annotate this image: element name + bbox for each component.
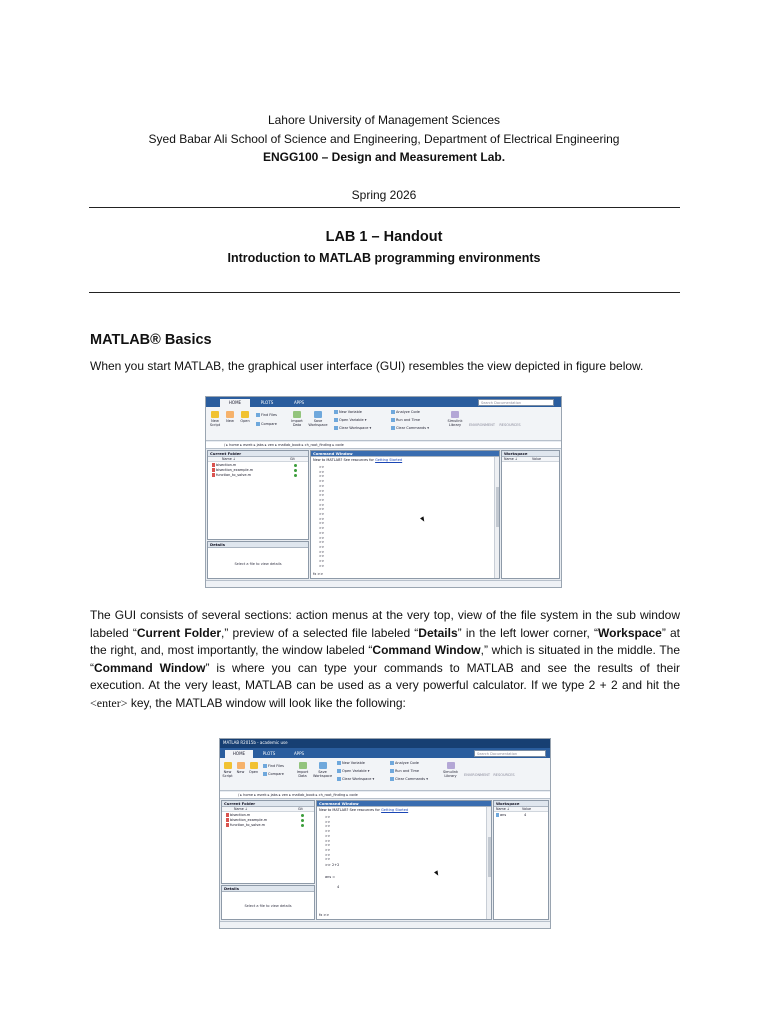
current-folder-pane bbox=[207, 450, 309, 540]
university-name: Lahore University of Management Sciences bbox=[267, 113, 501, 127]
ribbon-tabs bbox=[206, 397, 561, 407]
clear-commands-button[interactable]: Clear Commands ▾ bbox=[390, 777, 428, 782]
m-file-icon bbox=[226, 813, 229, 817]
command-window-title: Command Window bbox=[317, 801, 491, 807]
lab-subtitle: Introduction to MATLAB programming environments bbox=[227, 251, 541, 265]
environment-group[interactable]: ENVIRONMENT bbox=[468, 423, 496, 427]
new-variable-button[interactable]: New Variable bbox=[337, 761, 365, 766]
ws-col-value[interactable]: Value bbox=[532, 457, 542, 461]
command-scrollbar[interactable] bbox=[486, 807, 491, 919]
git-status-icon bbox=[301, 814, 304, 817]
file-item[interactable]: bisection.m bbox=[212, 463, 236, 468]
getting-started-link[interactable]: Getting Started bbox=[381, 808, 409, 812]
current-folder-header bbox=[208, 457, 308, 462]
open-button[interactable]: Open bbox=[239, 411, 251, 423]
col-git[interactable]: Git bbox=[298, 807, 303, 811]
tab-home[interactable]: HOME bbox=[225, 750, 253, 758]
analyze-code-icon bbox=[391, 410, 395, 414]
details-title: Details bbox=[208, 542, 308, 548]
window-title: MATLAB R2015b - academic use bbox=[223, 740, 288, 745]
import-data-icon bbox=[299, 762, 307, 769]
open-folder-icon bbox=[250, 762, 258, 769]
save-workspace-button[interactable]: Save Workspace bbox=[313, 762, 332, 778]
m-file-icon bbox=[226, 823, 229, 827]
analyze-code-icon bbox=[390, 761, 394, 765]
getting-started-link[interactable]: Getting Started bbox=[375, 458, 403, 462]
m-file-icon bbox=[212, 468, 215, 472]
ws-col-name[interactable]: Name ↓ bbox=[504, 457, 518, 461]
workspace-title: Workspace bbox=[494, 801, 548, 807]
ws-col-name[interactable]: Name ↓ bbox=[496, 807, 510, 811]
command-window-title: Command Window bbox=[311, 451, 499, 457]
gui-description-paragraph: The GUI consists of several sections: action menus at the very top, view of the file system in the sub window labeled “Current Folder,” preview of a selected file labeled “Details” in the left lower corner, “Workspace” at the right, and, most importantly, the window labeled “Command Window,” which is situated in the middle. The “Command Window” is where you can type your commands to MATLAB and see the results of their execution. At the very least, MATLAB can be used as a very powerful calculator. If we type 2 + 2 and hit the <enter> key, the MATLAB window will look like the following: bbox=[90, 608, 681, 710]
resources-group[interactable]: RESOURCES bbox=[499, 423, 521, 427]
file-item[interactable]: function_to_solve.m bbox=[212, 473, 251, 478]
workspace-pane bbox=[501, 450, 560, 579]
file-item[interactable]: function_to_solve.m bbox=[226, 823, 265, 828]
details-pane bbox=[207, 541, 309, 579]
git-status-icon bbox=[301, 824, 304, 827]
resources-group[interactable]: RESOURCES bbox=[493, 773, 515, 777]
clear-commands-button[interactable]: Clear Commands ▾ bbox=[391, 426, 429, 431]
scroll-thumb[interactable] bbox=[496, 487, 499, 527]
analyze-code-button[interactable]: Analyze Code bbox=[391, 410, 420, 415]
current-folder-pane bbox=[221, 800, 315, 884]
m-file-icon bbox=[212, 463, 215, 467]
status-bar bbox=[206, 580, 561, 587]
ans-label: ans = bbox=[325, 875, 336, 879]
command-scrollbar[interactable] bbox=[494, 457, 499, 578]
open-variable-button[interactable]: Open Variable ▾ bbox=[334, 418, 367, 423]
compare-button[interactable]: Compare bbox=[263, 772, 284, 777]
new-variable-icon bbox=[334, 410, 338, 414]
scroll-thumb[interactable] bbox=[488, 837, 491, 877]
current-folder-title: Current Folder bbox=[222, 801, 314, 807]
ws-col-value[interactable]: Value bbox=[522, 807, 532, 811]
lab-title: LAB 1 – Handout bbox=[325, 229, 443, 245]
run-and-time-icon bbox=[391, 418, 395, 422]
git-status-icon bbox=[294, 464, 297, 467]
workspace-title: Workspace bbox=[502, 451, 559, 457]
run-and-time-icon bbox=[390, 769, 394, 773]
save-workspace-button[interactable]: Save Workspace bbox=[308, 411, 328, 427]
school-name: Syed Babar Ali School of Science and Engineering, Department of Electrical Engineering bbox=[148, 132, 620, 146]
search-documentation-input[interactable]: Search Documentation bbox=[478, 399, 554, 406]
search-documentation-input[interactable]: Search Documentation bbox=[474, 750, 546, 757]
open-variable-button[interactable]: Open Variable ▾ bbox=[337, 769, 370, 774]
compare-icon bbox=[256, 422, 260, 426]
file-item[interactable]: bisection.m bbox=[226, 813, 250, 818]
address-bar[interactable]: / ▸ home ▸ esrek ▸ jabs ▸ ven ▸ matlab_book ▸ ch_root_finding ▸ code bbox=[220, 792, 550, 799]
new-button[interactable]: New bbox=[224, 411, 236, 423]
find-files-icon bbox=[256, 413, 260, 417]
workspace-variable-row[interactable]: ans bbox=[496, 813, 506, 818]
course-title: ENGG100 – Design and Measurement Lab. bbox=[262, 150, 506, 164]
prompt-history: >> >> >> >> >> >> >> >> >> >> >> >> >> >> >> >> >> >> >> >> >> >> bbox=[319, 465, 325, 568]
status-bar bbox=[220, 921, 550, 928]
command-window-pane bbox=[310, 450, 500, 579]
m-file-icon bbox=[226, 818, 229, 822]
environment-group[interactable]: ENVIRONMENT bbox=[464, 773, 491, 777]
simulink-library-button[interactable]: Simulink Library bbox=[442, 762, 459, 778]
open-variable-icon bbox=[337, 769, 341, 773]
getting-started-banner: New to MATLAB? See resources for Getting Started bbox=[319, 808, 409, 812]
save-workspace-icon bbox=[314, 411, 322, 418]
clear-commands-icon bbox=[390, 777, 394, 781]
workspace-header bbox=[494, 807, 548, 812]
tab-plots[interactable]: PLOTS bbox=[262, 751, 276, 756]
variable-icon bbox=[496, 813, 499, 817]
col-git[interactable]: Git bbox=[290, 457, 295, 461]
command-input-line: >> 2+2 bbox=[325, 863, 340, 867]
workspace-pane bbox=[493, 800, 549, 920]
workspace-header bbox=[502, 457, 559, 462]
new-script-icon bbox=[211, 411, 219, 418]
window-titlebar bbox=[220, 739, 550, 748]
file-item[interactable]: bisection_example.m bbox=[212, 468, 253, 473]
tab-home[interactable]: HOME bbox=[220, 399, 250, 407]
current-folder-title: Current Folder bbox=[208, 451, 308, 457]
divider-bottom bbox=[89, 292, 680, 293]
new-script-icon bbox=[224, 762, 232, 769]
mouse-cursor-icon bbox=[420, 516, 426, 522]
intro-paragraph: When you start MATLAB, the graphical user interface (GUI) resembles the view depicted in figure below. bbox=[90, 359, 644, 373]
details-hint: Select a file to view details bbox=[234, 562, 282, 566]
tab-plots[interactable]: PLOTS bbox=[260, 400, 274, 405]
open-folder-icon bbox=[241, 411, 249, 418]
ans-value: 4 bbox=[337, 885, 340, 889]
find-files-icon bbox=[263, 764, 267, 768]
find-files-button[interactable]: Find Files bbox=[263, 764, 284, 769]
new-icon bbox=[226, 411, 234, 418]
file-item[interactable]: bisection_example.m bbox=[226, 818, 267, 823]
git-status-icon bbox=[294, 474, 297, 477]
analyze-code-button[interactable]: Analyze Code bbox=[390, 761, 419, 766]
tab-apps[interactable]: APPS bbox=[293, 751, 305, 756]
clear-workspace-button[interactable]: Clear Workspace ▾ bbox=[337, 777, 374, 782]
matlab-screenshot-2 bbox=[219, 738, 551, 929]
details-hint: Select a file to view details bbox=[244, 904, 292, 908]
getting-started-banner: New to MATLAB? See resources for Getting Started bbox=[313, 458, 403, 462]
git-status-icon bbox=[301, 819, 304, 822]
clear-workspace-icon bbox=[337, 777, 341, 781]
prompt-history: >> >> >> >> >> >> >> >> >> >> bbox=[325, 815, 331, 862]
new-button[interactable]: New bbox=[235, 762, 246, 774]
current-folder-header bbox=[222, 807, 314, 812]
simulink-icon bbox=[451, 411, 459, 418]
col-name[interactable]: Name ↓ bbox=[222, 457, 236, 461]
new-icon bbox=[237, 762, 245, 769]
open-button[interactable]: Open bbox=[248, 762, 259, 774]
m-file-icon bbox=[212, 473, 215, 477]
import-data-button[interactable]: Import Data bbox=[296, 762, 309, 778]
command-input[interactable]: fx >> bbox=[319, 913, 330, 917]
term: Spring 2026 bbox=[351, 188, 417, 202]
details-title: Details bbox=[222, 886, 314, 892]
command-input[interactable]: fx >> bbox=[313, 572, 324, 576]
new-variable-button[interactable]: New Variable bbox=[334, 410, 362, 415]
clear-workspace-button[interactable]: Clear Workspace ▾ bbox=[334, 426, 371, 431]
run-and-time-button[interactable]: Run and Time bbox=[391, 418, 420, 423]
compare-button[interactable]: Compare bbox=[256, 422, 277, 427]
home-ribbon bbox=[206, 407, 561, 441]
import-data-button[interactable]: Import Data bbox=[290, 411, 304, 427]
save-workspace-icon bbox=[319, 762, 327, 769]
details-pane bbox=[221, 885, 315, 920]
open-variable-icon bbox=[334, 418, 338, 422]
new-script-button[interactable]: New Script bbox=[222, 762, 233, 778]
new-script-button[interactable]: New Script bbox=[209, 411, 221, 427]
git-status-icon bbox=[294, 469, 297, 472]
command-window-pane bbox=[316, 800, 492, 920]
mouse-cursor-icon bbox=[434, 870, 440, 876]
address-bar[interactable]: / ▸ home ▸ esrek ▸ jabs ▸ ven ▸ matlab_book ▸ ch_root_finding ▸ code bbox=[206, 442, 561, 449]
matlab-screenshot-1 bbox=[205, 396, 562, 588]
simulink-library-button[interactable]: Simulink Library bbox=[446, 411, 464, 427]
divider-top bbox=[89, 207, 680, 208]
new-variable-icon bbox=[337, 761, 341, 765]
clear-commands-icon bbox=[391, 426, 395, 430]
compare-icon bbox=[263, 772, 267, 776]
simulink-icon bbox=[447, 762, 455, 769]
find-files-button[interactable]: Find Files bbox=[256, 413, 277, 418]
home-ribbon bbox=[220, 758, 550, 791]
section-heading: MATLAB® Basics bbox=[90, 332, 212, 348]
run-and-time-button[interactable]: Run and Time bbox=[390, 769, 419, 774]
clear-workspace-icon bbox=[334, 426, 338, 430]
col-name[interactable]: Name ↓ bbox=[234, 807, 248, 811]
import-data-icon bbox=[293, 411, 301, 418]
tab-apps[interactable]: APPS bbox=[293, 400, 305, 405]
workspace-variable-value: 4 bbox=[524, 813, 527, 817]
